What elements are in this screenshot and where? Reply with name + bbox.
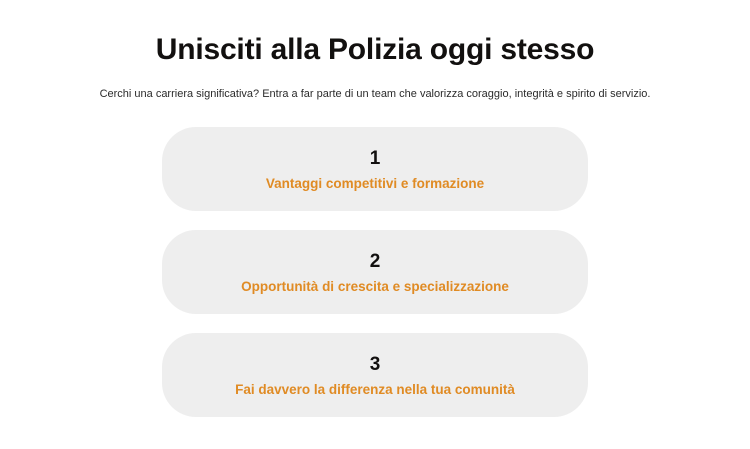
benefit-card[interactable] — [162, 230, 588, 314]
benefit-card-number: 2 — [369, 250, 381, 272]
benefit-card-title: Fai davvero la differenza nella tua comunità — [235, 381, 515, 397]
benefit-card-title: Vantaggi competitivi e formazione — [265, 175, 485, 191]
benefit-card-number: 3 — [369, 353, 381, 375]
benefit-card-number: 1 — [369, 147, 381, 169]
page-subtitle: Cerchi una carriera significativa? Entra a far parte di un team che valorizza coraggio, integrità e spirito di servizio. — [99, 88, 651, 100]
benefit-card-list — [162, 127, 588, 417]
benefit-card[interactable] — [162, 333, 588, 417]
page-title: Unisciti alla Polizia oggi stesso — [155, 33, 595, 66]
benefit-card-title: Opportunità di crescita e specializzazione — [241, 278, 509, 294]
benefit-card[interactable] — [162, 127, 588, 211]
